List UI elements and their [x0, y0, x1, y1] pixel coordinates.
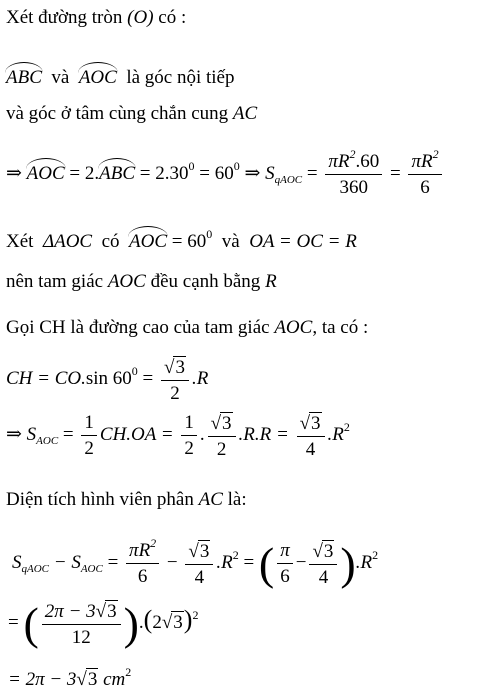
line-6: [6, 272, 277, 291]
math: = 60: [199, 162, 234, 184]
degree: 0: [206, 227, 213, 241]
radicand: 3: [87, 669, 98, 690]
angle-aoc: AOC: [27, 158, 65, 183]
unit: cm: [103, 669, 126, 690]
degree: 0: [188, 158, 195, 173]
fraction: 2π − 3 √ 3 12: [42, 600, 121, 647]
math: = 60: [171, 231, 207, 252]
exponent: 2: [432, 147, 439, 161]
subscript: qAOC: [21, 562, 49, 575]
text: và: [51, 67, 70, 88]
radicand: 3: [222, 413, 232, 434]
math: 12: [71, 627, 91, 648]
math: .R: [327, 423, 344, 445]
math: CH = CO.: [6, 367, 86, 389]
math: − S: [53, 551, 81, 573]
fraction: √ 3 4: [185, 540, 213, 587]
text: là góc nội tiếp: [126, 67, 235, 88]
math: .R: [216, 551, 233, 573]
math: =: [142, 367, 154, 389]
math: .60: [355, 151, 380, 172]
angle-aoc: AOC: [129, 226, 167, 251]
math: =: [62, 423, 74, 445]
math: 2: [170, 383, 180, 404]
exponent: 2: [349, 147, 356, 161]
math: 2: [216, 439, 227, 460]
math: OA = OC = R: [249, 231, 357, 252]
math: 2: [84, 438, 94, 459]
text: Xét: [6, 231, 34, 252]
triangle: AOC: [107, 271, 146, 292]
line-12: = ( 2π − 3 √ 3 12 ).(2 √ 3 )$^2$: [8, 597, 199, 649]
implies: ⇒: [6, 162, 22, 184]
line-7: [6, 318, 368, 337]
math: 6: [280, 566, 290, 587]
triangle: ΔAOC: [42, 231, 93, 252]
math: .: [138, 611, 144, 633]
exponent: 2: [372, 547, 379, 562]
line-13: = 2π − 3 √ 3 $cm^2$: [8, 665, 132, 690]
math: R: [265, 271, 277, 292]
math: .R.R =: [238, 423, 289, 445]
exponent: 2: [125, 665, 132, 679]
math: = 2.: [69, 162, 100, 184]
subscript: AOC: [80, 562, 103, 575]
angle-abc: ABC: [6, 62, 42, 87]
math: CH.OA =: [99, 423, 174, 445]
math: =: [107, 551, 119, 573]
math: −: [295, 551, 307, 573]
fraction: [181, 413, 197, 458]
subscript: qAOC: [274, 173, 303, 186]
math: S: [12, 551, 22, 573]
radicand: 3: [199, 541, 210, 562]
paren: (: [258, 537, 275, 589]
math: 2: [152, 611, 162, 633]
exponent: 2: [192, 607, 199, 622]
radicand: 3: [107, 601, 117, 622]
exponent: 2: [150, 536, 157, 550]
arc-ac: AC: [232, 103, 258, 124]
math: =: [8, 611, 19, 633]
radicand: 3: [323, 541, 334, 562]
line-2: [6, 62, 235, 87]
subscript: AOC: [36, 434, 59, 447]
math: .: [199, 423, 205, 445]
fraction: [408, 147, 441, 198]
math: 2π − 3: [44, 601, 96, 622]
angle-abc: ABC: [99, 158, 135, 183]
math: πR: [129, 540, 151, 561]
degree: 0: [233, 158, 240, 173]
text: Gọi CH là đường cao của tam giác: [6, 317, 270, 338]
math: 4: [305, 439, 316, 460]
fraction: √ 3 2: [161, 356, 189, 403]
text: Diện tích hình viên phân: [6, 489, 194, 510]
angle-aoc: AOC: [79, 62, 117, 87]
text: , ta có :: [312, 317, 369, 338]
fraction: [325, 147, 382, 198]
math: −: [166, 551, 178, 573]
math: = 2.30: [139, 162, 189, 184]
math: =: [306, 162, 318, 184]
line-9: [6, 412, 350, 459]
exponent: 2: [343, 419, 350, 434]
line-5: [6, 226, 357, 251]
text: và góc ở tâm cùng chắn cung: [6, 103, 229, 124]
paren: ): [123, 597, 139, 649]
degree: 0: [131, 363, 138, 378]
math: πR: [411, 151, 433, 172]
math: 6: [420, 177, 430, 198]
math: ⇒ S: [244, 162, 275, 184]
math: .R: [355, 551, 373, 573]
math: 2: [184, 438, 194, 459]
math: ⇒ S: [6, 423, 37, 445]
circle-name: (O): [127, 7, 154, 28]
math: sin 60: [85, 367, 132, 389]
radicand: 3: [175, 357, 185, 378]
fraction: [277, 541, 293, 586]
exponent: 2: [232, 547, 239, 562]
fraction: √ 3 4: [297, 412, 325, 459]
text: Xét đường tròn: [6, 7, 123, 28]
math: π: [277, 541, 293, 564]
text: nên tam giác: [6, 271, 104, 292]
math: 1: [81, 413, 97, 436]
math: 6: [137, 566, 148, 587]
fraction: √ 3 2: [208, 412, 236, 459]
text: và: [221, 231, 240, 252]
radicand: 3: [173, 611, 183, 633]
line-8: [6, 356, 208, 403]
text: có :: [158, 7, 187, 28]
math: .R: [191, 367, 209, 389]
line-11: [12, 536, 379, 589]
triangle: AOC: [274, 317, 313, 338]
fraction: [126, 536, 159, 587]
math: =: [243, 551, 255, 573]
line-10: [6, 490, 247, 509]
paren: (: [23, 597, 39, 649]
paren: ): [340, 537, 356, 589]
arc-ac: AC: [198, 489, 223, 510]
math: 360: [339, 177, 369, 198]
text: có: [101, 231, 120, 252]
fraction: √ 3 4: [309, 540, 337, 587]
math: 4: [318, 567, 329, 588]
fraction: [81, 413, 97, 458]
paren: (: [143, 604, 153, 634]
math: =: [389, 162, 401, 184]
text: là:: [227, 489, 247, 510]
math: 1: [181, 413, 197, 436]
text: đều cạnh bằng: [150, 271, 261, 292]
line-4: [6, 147, 445, 198]
radicand: 3: [311, 413, 321, 434]
line-3: [6, 104, 257, 123]
math: = 2π − 3: [8, 669, 77, 690]
line-1: [6, 8, 186, 27]
math: 4: [194, 567, 205, 588]
math: πR: [328, 151, 350, 172]
paren: ): [183, 604, 193, 634]
